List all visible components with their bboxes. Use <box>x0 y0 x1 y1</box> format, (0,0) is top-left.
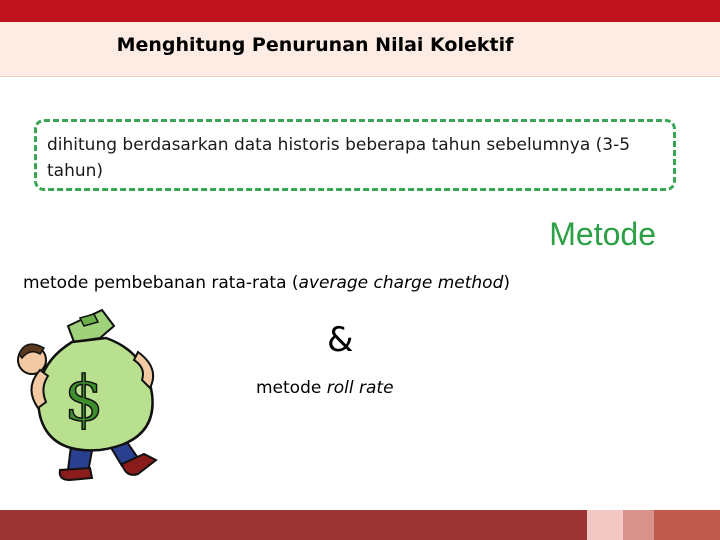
left-shoe <box>60 468 92 480</box>
definition-text: dihitung berdasarkan data historis beberapa tahun sebelumnya (3-5 tahun) <box>47 135 631 181</box>
method2-prefix: metode <box>256 378 327 398</box>
dollar-symbol: $ <box>64 362 104 435</box>
footer-square-1 <box>587 510 623 540</box>
slide-title: Menghitung Penurunan Nilai Kolektif <box>116 34 514 56</box>
method2-italic: roll rate <box>326 378 394 398</box>
method-roll-rate <box>256 378 394 398</box>
metode-heading: Metode <box>549 216 656 252</box>
footer-square-3 <box>654 510 720 540</box>
top-bar <box>0 0 720 22</box>
ampersand: & <box>327 320 354 360</box>
footer-square-2 <box>623 510 654 540</box>
method1-suffix: ) <box>503 273 511 293</box>
method1-italic: average charge method <box>298 273 504 293</box>
definition-box <box>34 119 676 191</box>
money-bag-icon <box>10 308 170 488</box>
method-average-charge <box>23 273 510 293</box>
method1-prefix: metode pembebanan rata-rata ( <box>23 273 299 293</box>
